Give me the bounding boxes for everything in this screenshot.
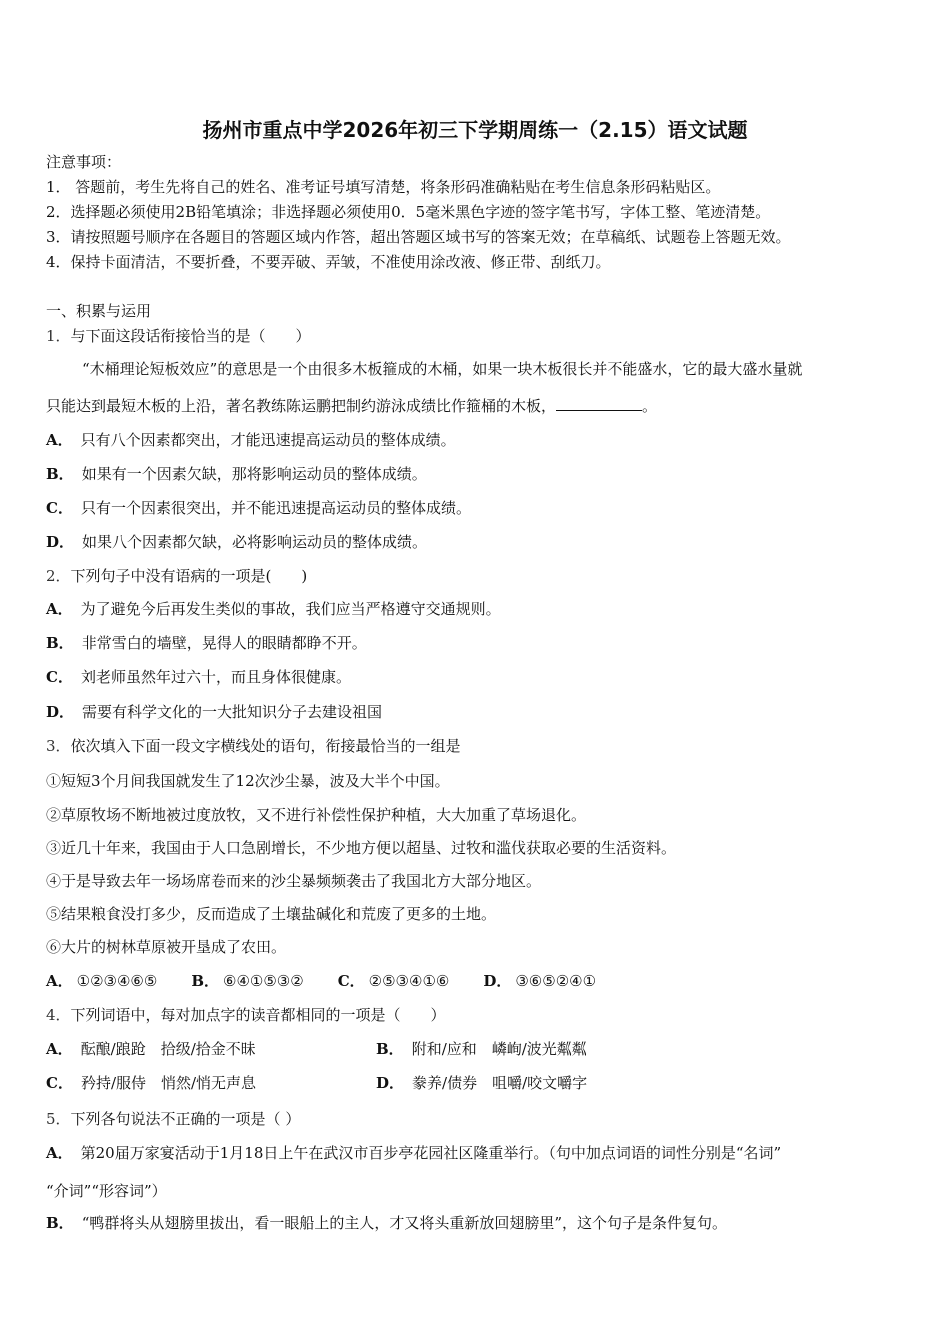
question-number: 5． (46, 1110, 71, 1128)
question-1-passage-line (46, 396, 657, 416)
question-1-stem (46, 326, 311, 346)
option-b (46, 1213, 727, 1233)
option-label: C． (46, 499, 73, 517)
sentence: ③近几十年来，我国由于人口急剧增长，不少地方便以超垦、过牧和滥伐获取必要的生活资料。 (46, 839, 677, 857)
option-label: C． (46, 668, 73, 686)
option-text: 酝酿/踉跄 拾级/拾金不昧 (80, 1040, 256, 1058)
option-text: 需要有科学文化的一大批知识分子去建设祖国 (82, 703, 383, 721)
option-label: B． (46, 1214, 74, 1232)
option-label: D． (46, 703, 75, 721)
sentence: ②草原牧场不断地被过度放牧，又不进行补偿性保护种植，大大加重了草场退化。 (46, 806, 587, 824)
option-a-continued: “介词”“形容词”） (46, 1182, 167, 1200)
option-a (46, 1143, 781, 1163)
option-c (46, 498, 471, 518)
option-b (46, 464, 427, 484)
option-label: B． (376, 1040, 404, 1058)
option-c (46, 667, 351, 687)
option-d (46, 702, 382, 722)
question-4-stem (46, 1005, 446, 1025)
sentence: ④于是导致去年一场场席卷而来的沙尘暴频频袭击了我国北方大部分地区。 (46, 872, 542, 890)
page-title: 扬州市重点中学2026年初三下学期周练一（2.15）语文试题 (202, 118, 748, 142)
option-c (46, 1073, 256, 1093)
option-a (46, 430, 456, 450)
option-text: “鸭群将头从翅膀里拔出，看一眼船上的主人，才又将头重新放回翅膀里”，这个句子是条件复句。 (81, 1214, 728, 1232)
notice-heading: 注意事项： (46, 153, 122, 171)
option-b (376, 1039, 587, 1059)
option-a (46, 971, 157, 991)
option-d (483, 971, 596, 991)
option-label: B． (191, 972, 220, 990)
question-text: 下列各句说法不正确的一项是（ ） (70, 1110, 301, 1128)
section-heading: 一、积累与运用 (46, 302, 152, 320)
question-text: 下列句子中没有语病的一项是( ) (70, 567, 308, 585)
option-label: C． (337, 972, 365, 990)
option-text: ②⑤③④①⑥ (368, 972, 450, 990)
option-d (46, 532, 427, 552)
option-text: 只有一个因素很突出，并不能迅速提高运动员的整体成绩。 (80, 499, 471, 517)
option-text: ①②③④⑥⑤ (76, 972, 158, 990)
option-a (46, 599, 501, 619)
question-1-passage-line: “木桶理论短板效应”的意思是一个由很多木板箍成的木桶，如果一块木板很长并不能盛水，它的最大盛水量就 (82, 360, 803, 378)
option-text: 附和/应和 嶙峋/波光粼粼 (411, 1040, 587, 1058)
option-text: 第20届万家宴活动于1月18日上午在武汉市百步亭花园社区隆重举行。（句中加点词语的词性分别是“名词” (80, 1144, 782, 1162)
option-b (46, 633, 367, 653)
question-text: 下列词语中，每对加点字的读音都相同的一项是（ ） (70, 1006, 446, 1024)
option-text: 豢养/债券 咀嚼/咬文嚼字 (412, 1074, 588, 1092)
question-3-stem (46, 736, 461, 756)
question-3-options (46, 971, 630, 991)
question-number: 2． (46, 567, 71, 585)
option-text: 为了避免今后再发生类似的事故，我们应当严格遵守交通规则。 (80, 600, 501, 618)
option-text: 如果八个因素都欠缺，必将影响运动员的整体成绩。 (82, 533, 428, 551)
passage-end: 。 (642, 397, 658, 415)
sentence: ①短短3个月间我国就发生了12次沙尘暴，波及大半个中国。 (46, 772, 450, 790)
option-label: B． (46, 465, 74, 483)
option-label: D． (483, 972, 512, 990)
option-text: ⑥④①⑤③② (223, 972, 304, 990)
option-label: C． (46, 1074, 73, 1092)
option-text: 非常雪白的墙壁，晃得人的眼睛都睁不开。 (81, 634, 367, 652)
sentence: ⑤结果粮食没打多少，反而造成了土壤盐碱化和荒废了更多的土地。 (46, 905, 497, 923)
option-text: 只有八个因素都突出，才能迅速提高运动员的整体成绩。 (80, 431, 456, 449)
notice-item: 2．选择题必须使用2B铅笔填涂；非选择题必须使用0．5毫米黑色字迹的签字笔书写，字体工整、笔迹清楚。 (46, 203, 771, 221)
question-text: 与下面这段话衔接恰当的是（ ） (70, 327, 311, 345)
option-label: A． (46, 1144, 73, 1162)
sentence: ⑥大片的树林草原被开垦成了农田。 (46, 938, 287, 956)
question-number: 4． (46, 1006, 71, 1024)
option-d (376, 1073, 587, 1093)
option-text: ③⑥⑤②④① (515, 972, 597, 990)
option-a (46, 1039, 256, 1059)
option-label: A． (46, 972, 73, 990)
option-label: D． (376, 1074, 405, 1092)
option-label: B． (46, 634, 74, 652)
option-label: D． (46, 533, 75, 551)
answer-blank (556, 396, 642, 411)
passage-text: 只能达到最短木板的上沿，著名教练陈运鹏把制约游泳成绩比作箍桶的木板， (46, 397, 557, 415)
question-number: 1． (46, 327, 71, 345)
option-text: 刘老师虽然年过六十，而且身体很健康。 (80, 668, 351, 686)
option-c (338, 971, 450, 991)
option-text: 矜持/服侍 悄然/悄无声息 (80, 1074, 257, 1092)
notice-item: 4．保持卡面清洁，不要折叠，不要弄破、弄皱，不准使用涂改液、修正带、刮纸刀。 (46, 253, 611, 271)
option-label: A． (46, 1040, 73, 1058)
option-label: A． (46, 600, 73, 618)
option-text: 如果有一个因素欠缺，那将影响运动员的整体成绩。 (81, 465, 427, 483)
question-5-stem (46, 1109, 300, 1129)
option-label: A． (46, 431, 73, 449)
question-2-stem (46, 566, 307, 586)
notice-item: 3．请按照题号顺序在各题目的答题区域内作答，超出答题区域书写的答案无效；在草稿纸、试题卷上答题无效。 (46, 228, 791, 246)
question-text: 依次填入下面一段文字横线处的语句，衔接最恰当的一组是 (70, 737, 461, 755)
notice-item: 1． 答题前，考生先将自己的姓名、准考证号填写清楚，将条形码准确粘贴在考生信息条形码粘贴区。 (46, 178, 721, 196)
question-number: 3． (46, 737, 71, 755)
option-b (191, 971, 303, 991)
